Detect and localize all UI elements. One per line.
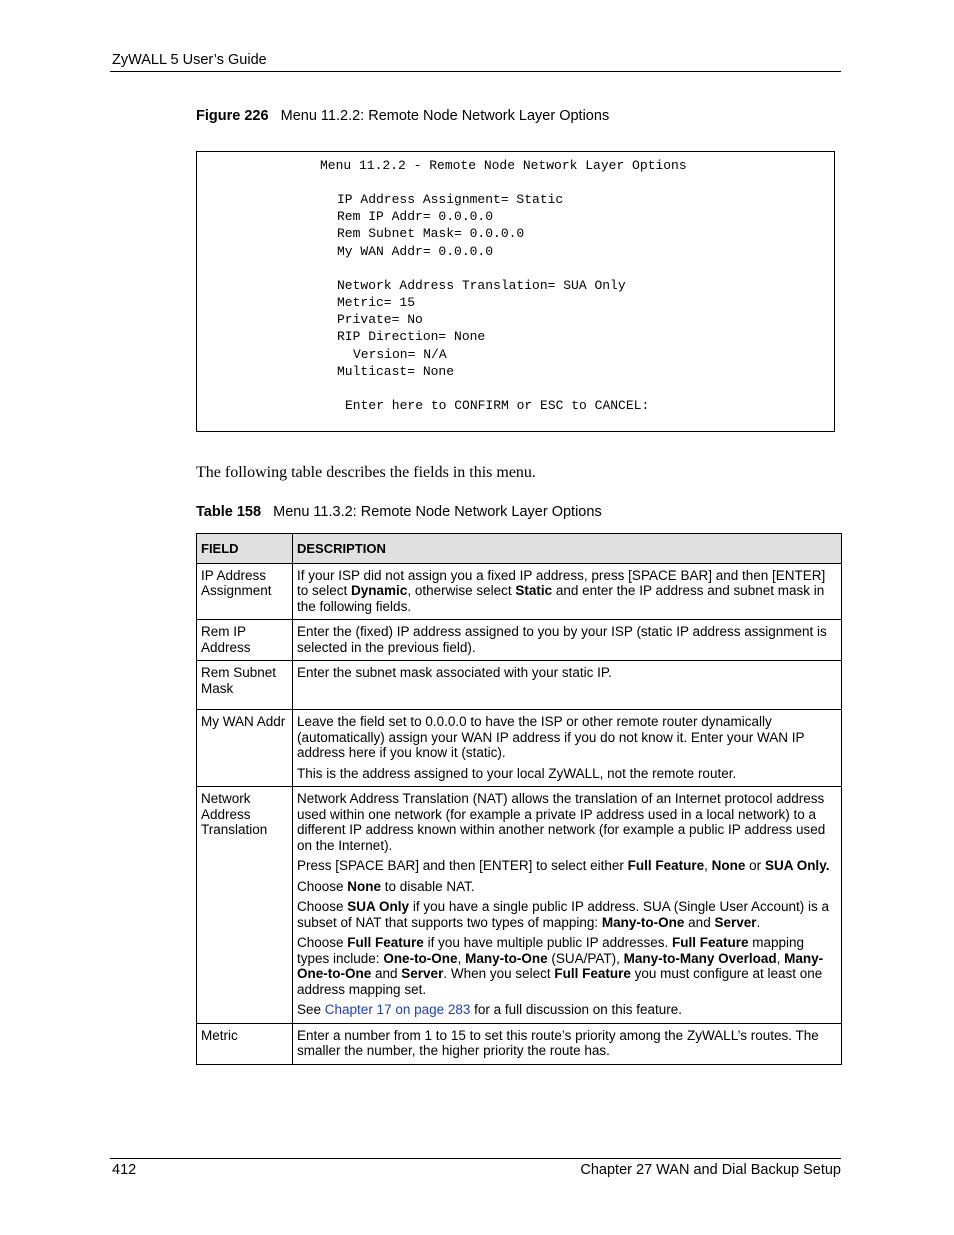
screen-line: Private= No	[337, 312, 423, 327]
table-row	[197, 620, 842, 661]
terminal-screen	[196, 151, 835, 432]
screen-line: My WAN Addr= 0.0.0.0	[337, 244, 494, 259]
table-header-row	[197, 534, 842, 564]
field-cell: Network Address Translation	[197, 787, 293, 1024]
description-cell: Enter the subnet mask associated with your static IP.	[293, 661, 842, 710]
chapter-17-link[interactable]: Chapter 17 on page 283	[324, 1002, 471, 1017]
table-row	[197, 1023, 842, 1064]
footer-rule	[110, 1158, 841, 1159]
description-cell: Leave the field set to 0.0.0.0 to have the ISP or other remote router dynamically (automatically) assign your WAN IP address if you do not know it. Enter your WAN IP address here if you know it (static). This is the address assigned to your local ZyWALL, not the remote router.	[293, 710, 842, 787]
field-cell: Metric	[197, 1023, 293, 1064]
chapter-title: Chapter 27 WAN and Dial Backup Setup	[580, 1162, 841, 1178]
header-rule	[110, 71, 841, 72]
description-cell: Network Address Translation (NAT) allows the translation of an Internet protocol address used within one network (for example a private IP address used in a local network) to a different IP address known within another network (for example a public IP address used on the Internet). Press [SPACE BAR] and then [ENTER] to select either Full Feature, None or SUA Only. Choose None to disable NAT. Choose SUA Only if you have a single public IP address. SUA (Single User Account) is a subset of NAT that supports two types of mapping: Many-to-One and Server. Choose Full Feature if you have multiple public IP addresses. Full Feature mapping types include: One-to-One, Many-to-One (SUA/PAT), Many-to-Many Overload, Many- One-to-One and Server. When you select Full Feature you must configure at least one address mapping set. See Chapter 17 on page 283 for a full discussion on this feature.	[293, 787, 842, 1024]
field-cell: My WAN Addr	[197, 710, 293, 787]
screen-line: Metric= 15	[337, 295, 416, 310]
field-cell: IP Address Assignment	[197, 563, 293, 620]
field-column-header: FIELD	[197, 534, 293, 564]
figure-label: Figure 226	[196, 108, 269, 124]
table-row	[197, 661, 842, 710]
screen-line: Version= N/A	[353, 347, 447, 362]
description-cell: Enter the (fixed) IP address assigned to you by your ISP (static IP address assignment is selected in the previous field).	[293, 620, 842, 661]
intro-paragraph: The following table describes the fields in this menu.	[196, 464, 536, 481]
field-cell: Rem IP Address	[197, 620, 293, 661]
figure-title: Menu 11.2.2: Remote Node Network Layer Options	[280, 108, 610, 124]
table-title: Menu 11.3.2: Remote Node Network Layer Options	[273, 504, 602, 520]
screen-line: Rem Subnet Mask= 0.0.0.0	[337, 226, 525, 241]
screen-line: Rem IP Addr= 0.0.0.0	[337, 209, 494, 224]
screen-prompt: Enter here to CONFIRM or ESC to CANCEL:	[345, 398, 650, 413]
table-label: Table 158	[196, 504, 262, 520]
description-column-header: DESCRIPTION	[293, 534, 842, 564]
description-cell: If your ISP did not assign you a fixed IP address, press [SPACE BAR] and then [ENTER] to select Dynamic, otherwise select Static and enter the IP address and subnet mask in the following fields.	[293, 563, 842, 620]
table-row	[197, 787, 842, 1024]
table-row	[197, 563, 842, 620]
running-header: ZyWALL 5 User’s Guide	[112, 52, 267, 68]
screen-line: Network Address Translation= SUA Only	[337, 278, 626, 293]
page-number: 412	[112, 1162, 137, 1178]
figure-caption	[196, 108, 609, 124]
field-description-table	[196, 533, 842, 1065]
table-row	[197, 710, 842, 787]
description-cell: Enter a number from 1 to 15 to set this route’s priority among the ZyWALL’s routes. The smaller the number, the higher priority the route has.	[293, 1023, 842, 1064]
field-cell: Rem Subnet Mask	[197, 661, 293, 710]
screen-title: Menu 11.2.2 - Remote Node Network Layer Options	[320, 158, 687, 173]
screen-line: IP Address Assignment= Static	[337, 192, 564, 207]
table-caption	[196, 504, 602, 520]
screen-line: RIP Direction= None	[337, 329, 486, 344]
screen-line: Multicast= None	[337, 364, 455, 379]
